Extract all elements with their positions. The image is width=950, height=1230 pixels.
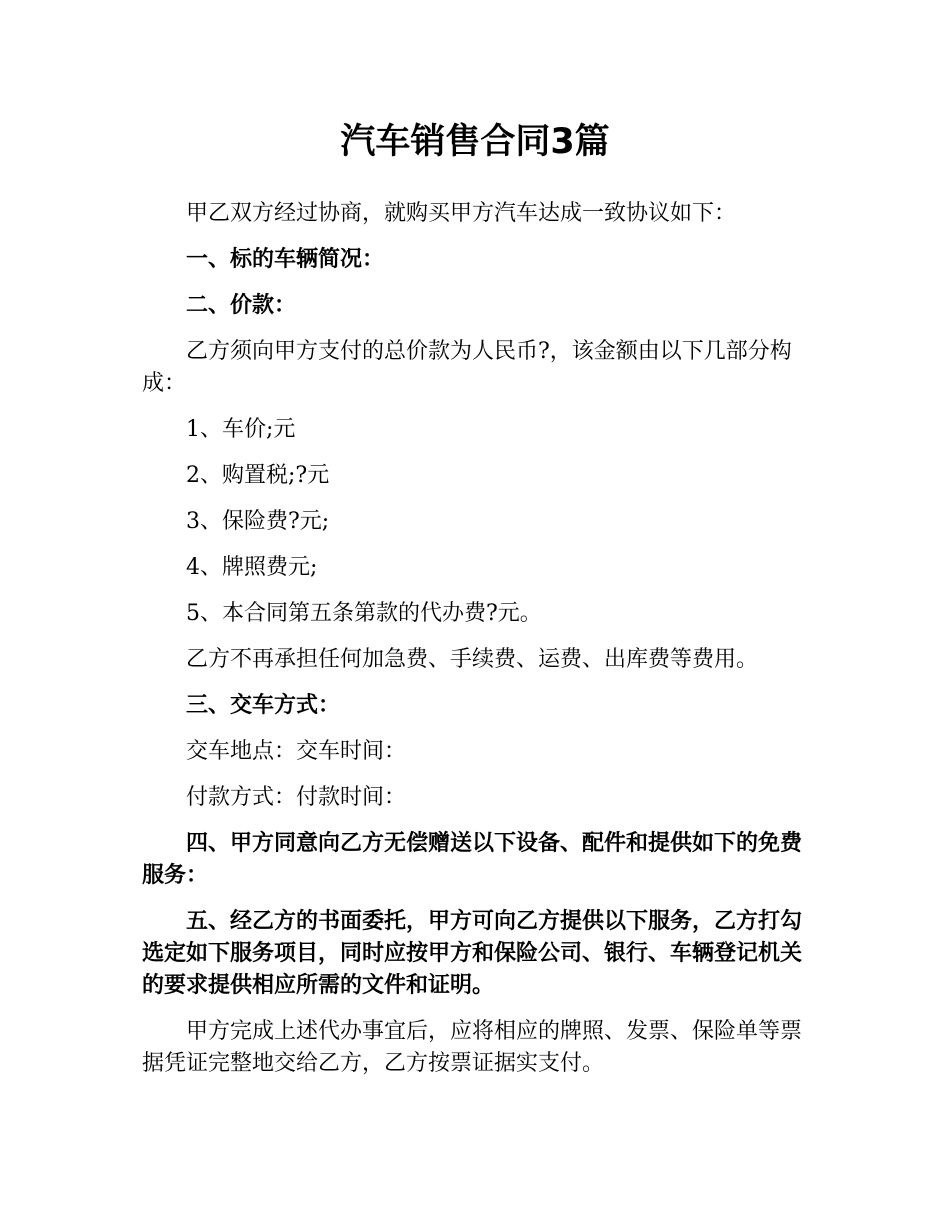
- documents-handover-paragraph: 甲方完成上述代办事宜后，应将相应的牌照、发票、保险单等票据凭证完整地交给乙方，乙方按票证据实支付。: [142, 1019, 803, 1076]
- document-title: 汽车销售合同3篇: [340, 122, 610, 162]
- section-heading-vehicle: 一、标的车辆简况：: [186, 247, 385, 272]
- price-item-agency-fee: 5、本合同第五条第款的代办费?元。: [186, 601, 542, 626]
- section-heading-free-services: 四、甲方同意向乙方无偿赠送以下设备、配件和提供如下的免费服务：: [142, 831, 803, 888]
- section-heading-agency-services: 五、经乙方的书面委托，甲方可向乙方提供以下服务，乙方打勾选定如下服务项目，同时应按甲方和保险公司、银行、车辆登记机关的要求提供相应所需的文件和证明。: [142, 909, 803, 998]
- section-heading-delivery: 三、交车方式：: [186, 693, 341, 718]
- delivery-place-time: 交车地点：交车时间：: [186, 739, 407, 764]
- price-item-tax: 2、购置税;?元: [186, 463, 330, 488]
- payment-method-time: 付款方式：付款时间：: [186, 785, 407, 810]
- price-item-car: 1、车价;元: [186, 417, 296, 442]
- price-item-insurance: 3、保险费?元;: [186, 509, 330, 534]
- no-extra-fees-paragraph: 乙方不再承担任何加急费、手续费、运费、出库费等费用。: [186, 647, 759, 672]
- document-body: [142, 198, 812, 1094]
- price-item-plate: 4、牌照费元;: [186, 555, 318, 580]
- price-paragraph: 乙方须向甲方支付的总价款为人民币?，该金额由以下几部分构成：: [142, 339, 792, 396]
- intro-paragraph: 甲乙双方经过协商，就购买甲方汽车达成一致协议如下：: [186, 201, 737, 226]
- section-heading-price: 二、价款：: [186, 293, 297, 318]
